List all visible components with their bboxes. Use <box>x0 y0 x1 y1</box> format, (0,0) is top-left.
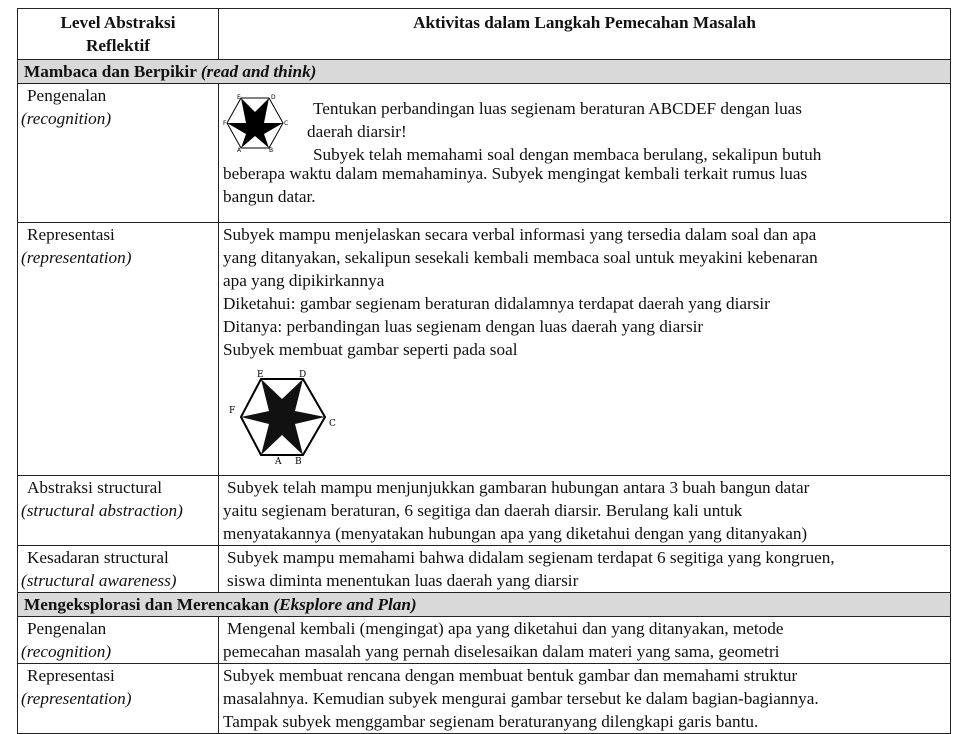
vertex-label-d: D <box>271 94 276 101</box>
activity-line: siswa diminta menentukan luas daerah yang diarsir <box>227 571 579 590</box>
level-name: Abstraksi structural <box>27 478 163 497</box>
student-drawing <box>229 369 946 471</box>
level-cell <box>18 617 219 664</box>
activity-line: menyatakannya (menyatakan hubungan apa yang diketahui dengan yang ditanyakan) <box>223 524 808 543</box>
level-name: Representasi <box>27 225 115 244</box>
activity-line: beberapa waktu dalam memahaminya. Subyek mengingat kembali terkait rumus luas <box>223 164 808 183</box>
level-name-english: (representation) <box>21 248 132 267</box>
drawn-label-d: D <box>299 370 307 380</box>
problem-line: Tentukan perbandingan luas segienam beraturan ABCDEF dengan luas <box>313 99 802 118</box>
activity-line: Subyek telah memahami soal dengan membaca berulang, sekalipun butuh <box>313 145 822 164</box>
level-name: Kesadaran structural <box>27 548 169 567</box>
section-title: Mengeksplorasi dan Merencakan <box>24 595 274 614</box>
drawn-label-a: A <box>275 457 282 467</box>
level-name-english: (structural abstraction) <box>21 501 183 520</box>
activity-line: Subyek membuat gambar seperti pada soal <box>223 340 518 359</box>
level-name-english: (recognition) <box>21 642 112 661</box>
activity-cell <box>219 223 951 476</box>
activity-line: Diketahui: gambar segienam beraturan didalamnya terdapat daerah yang diarsir <box>223 294 770 313</box>
table-row <box>18 223 951 476</box>
drawn-label-b: B <box>295 457 302 467</box>
section-row-read-think <box>18 60 951 84</box>
drawn-label-c: C <box>329 419 336 429</box>
problem-line: daerah diarsir! <box>307 122 407 141</box>
table-row <box>18 546 951 593</box>
vertex-label-f: F <box>223 120 227 127</box>
table-row <box>18 664 951 734</box>
table-row <box>18 617 951 664</box>
section-title-italic: (Eksplore and Plan) <box>273 595 417 614</box>
vertex-label-c: C <box>284 120 289 127</box>
level-name: Pengenalan <box>27 86 107 105</box>
drawn-label-f: F <box>229 406 236 416</box>
section-title-italic: (read and think) <box>200 62 317 81</box>
activity-cell <box>219 84 951 223</box>
activity-line: Subyek mampu menjelaskan secara verbal informasi yang tersedia dalam soal dan apa <box>223 225 817 244</box>
level-cell <box>18 476 219 546</box>
activity-cell <box>219 664 951 734</box>
reflective-abstraction-table <box>17 8 951 734</box>
vertex-label-b: B <box>269 147 274 154</box>
activity-line: Subyek telah mampu menjunjukkan gambaran hubungan antara 3 buah bangun datar <box>227 478 810 497</box>
vertex-label-a: A <box>237 147 242 154</box>
level-cell <box>18 546 219 593</box>
vertex-label-e: E <box>237 94 241 101</box>
table-header-row <box>18 9 951 60</box>
section-title: Mambaca dan Berpikir <box>24 62 201 81</box>
level-name: Pengenalan <box>27 619 107 638</box>
activity-line: yang ditanyakan, sekalipun sesekali kembali membaca soal untuk meyakini kebenaran <box>223 248 818 267</box>
activity-line: Subyek mampu memahami bahwa didalam segienam terdapat 6 segitiga yang kongruen, <box>227 548 835 567</box>
activity-cell <box>219 476 951 546</box>
activity-line: Tampak subyek menggambar segienam beraturanyang dilengkapi garis bantu. <box>223 712 759 731</box>
level-cell <box>18 223 219 476</box>
table-row <box>18 476 951 546</box>
activity-cell <box>219 546 951 593</box>
activity-line: yaitu segienam beraturan, 6 segitiga dan daerah diarsir. Berulang kali untuk <box>223 501 743 520</box>
activity-cell <box>219 617 951 664</box>
activity-line: pemecahan masalah yang pernah diselesaikan dalam materi yang sama, geometri <box>223 642 780 661</box>
level-name-english: (representation) <box>21 689 132 708</box>
level-cell <box>18 84 219 223</box>
activity-line: masalahnya. Kemudian subyek mengurai gambar tersebut ke dalam bagian-bagiannya. <box>223 689 819 708</box>
header-level-column: Level Abstraksi Reflektif <box>18 9 219 60</box>
level-name: Representasi <box>27 666 115 685</box>
activity-line: Mengenal kembali (mengingat) apa yang diketahui dan yang ditanyakan, metode <box>227 619 784 638</box>
table-row <box>18 84 951 223</box>
level-name-english: (recognition) <box>21 109 112 128</box>
activity-line: apa yang dipikirkannya <box>223 271 385 290</box>
activity-line: bangun datar. <box>223 187 316 206</box>
hexagon-star-figure <box>223 94 287 152</box>
section-row-explore-plan <box>18 593 951 617</box>
activity-line: Ditanya: perbandingan luas segienam dengan luas daerah yang diarsir <box>223 317 704 336</box>
drawn-label-e: E <box>257 370 264 380</box>
level-cell <box>18 664 219 734</box>
level-name-english: (structural awareness) <box>21 571 177 590</box>
activity-line: Subyek membuat rencana dengan membuat bentuk gambar dan memahami struktur <box>223 666 798 685</box>
header-activity-column: Aktivitas dalam Langkah Pemecahan Masalah <box>219 9 951 60</box>
